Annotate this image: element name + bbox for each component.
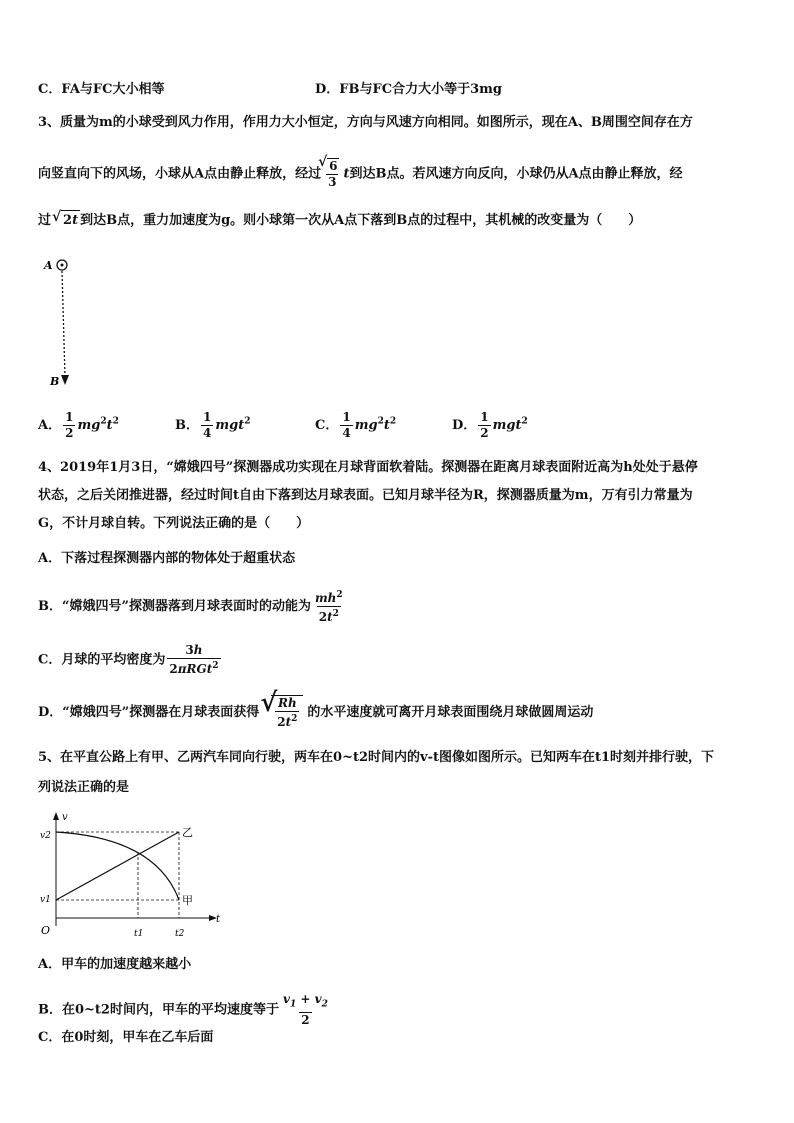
q5-option-b: B．在0~t2时间内，甲车的平均速度等于 $\frac{v_1 + v_2}{2}$ bbox=[38, 992, 328, 1028]
q3-frac-sqrt6-over-3: √ $\frac{6}{3}$ bbox=[323, 158, 341, 190]
q3-option-a: A． $\frac{1}{2}$ $mg^2t^2$ bbox=[38, 410, 119, 440]
q4-line2: 状态，之后关闭推进器，经过时间t自由下落到达月球表面。已知月球半径为R，探测器质量为m，万有引力常量为 bbox=[38, 488, 693, 503]
t1-label: t1 bbox=[134, 929, 144, 939]
car-yi-label: 乙 bbox=[182, 826, 193, 839]
q5-line1: 5、在平直公路上有甲、乙两汽车同向行驶，两车在0~t2时间内的v-t图像如图所示。已知两车在t1时刻并排行驶，下 bbox=[38, 750, 715, 765]
v-axis-label: v bbox=[62, 812, 68, 823]
car-yi-line bbox=[56, 832, 179, 900]
t-axis-label: t bbox=[216, 914, 221, 925]
t2-label: t2 bbox=[175, 929, 185, 939]
q2-option-c: C．FA与FC大小相等 bbox=[38, 82, 165, 97]
q2-option-d: D．FB与FC合力大小等于3mg bbox=[315, 82, 502, 97]
q3-line1: 3、质量为m的小球受到风力作用，作用力大小恒定，方向与风速方向相同。如图所示，现在A、B周围空间存在方 bbox=[38, 115, 693, 130]
q4-line3: G，不计月球自转。下列说法正确的是（ ） bbox=[38, 516, 310, 531]
v2-label: v2 bbox=[40, 831, 51, 841]
v1-label: v1 bbox=[40, 895, 51, 905]
q4-option-b: B．“嫦娥四号”探测器落到月球表面时的动能为 $\frac{mh^2}{2t^2}$ bbox=[38, 590, 343, 624]
q3-figure bbox=[40, 255, 90, 395]
q3-option-c: C． $\frac{1}{4}$ $mg^2t^2$ bbox=[315, 410, 397, 440]
q4-option-c: C．月球的平均密度为 $\frac{3h}{2\pi RGt^2}$ bbox=[38, 643, 219, 676]
q5-option-c: C．在0时刻，甲车在乙车后面 bbox=[38, 1030, 214, 1045]
q5-vt-graph bbox=[38, 808, 228, 943]
q4-option-a: A．下落过程探测器内部的物体处于超重状态 bbox=[38, 551, 296, 566]
label-a: A bbox=[44, 259, 53, 272]
origin-label: O bbox=[41, 924, 51, 937]
q5-line2: 列说法正确的是 bbox=[38, 780, 130, 795]
q4-option-d: D．“嫦娥四号”探测器在月球表面获得 √ $\frac{Rh}{2t^2}$ 的水平速度就可离开月球表面围绕月球做圆周运动 bbox=[38, 688, 594, 729]
car-jia-label: 甲 bbox=[182, 894, 193, 907]
q3-option-b: B． $\frac{1}{4}$ mgt$^2$ bbox=[175, 410, 251, 440]
q3-option-d: D． $\frac{1}{2}$ mgt$^2$ bbox=[452, 410, 528, 440]
q4-line1: 4、2019年1月3日，“嫦娥四号”探测器成功实现在月球背面软着陆。探测器在距离月球表面附近高为h处处于悬停 bbox=[38, 460, 698, 475]
q5-option-a: A．甲车的加速度越来越小 bbox=[38, 957, 192, 972]
q3-line2: 向竖直向下的风场，小球从A点由静止释放，经过 √ $\frac{6}{3}$ t到达B点。若风速方向反向，小球仍从A点由静止释放，经 bbox=[38, 158, 683, 190]
label-b: B bbox=[50, 375, 60, 388]
q3-line3: 过√ 2t 到达B点，重力加速度为g。则小球第一次从A点下落到B点的过程中，其机械的改变量为（ ） bbox=[38, 210, 641, 231]
